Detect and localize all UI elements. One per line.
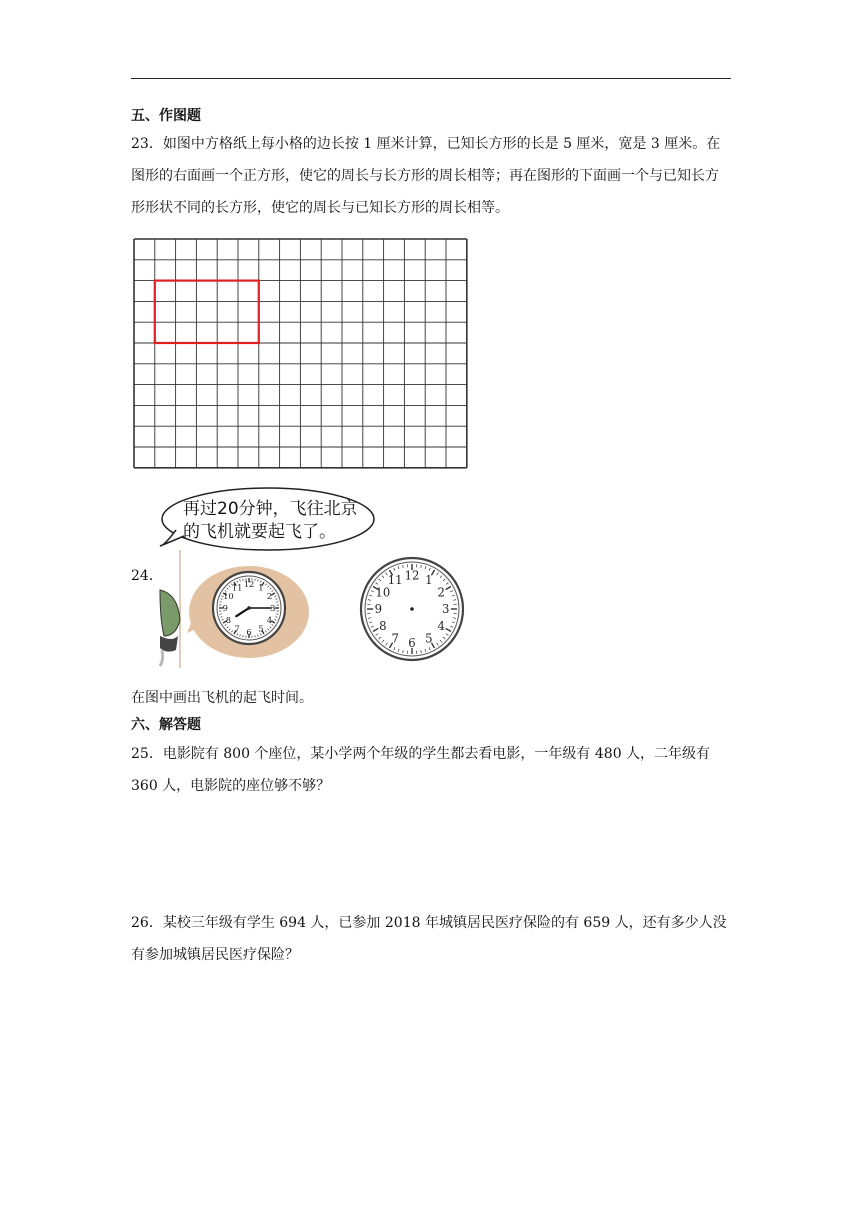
clock-number: 7: [391, 631, 399, 646]
clock-number: 3: [270, 603, 276, 614]
clock-number: 12: [404, 568, 420, 583]
question-25-text: 25．电影院有 800 个座位，某小学两个年级的学生都去看电影，一年级有 480 人，二年级有 360 人，电影院的座位够不够？: [131, 746, 711, 794]
clock-number: 8: [379, 619, 387, 634]
clock-center-dot: [247, 606, 251, 610]
speech-text-line-2: 的飞机就要起飞了。: [183, 522, 336, 542]
clock-number: 9: [222, 603, 228, 614]
clock-number: 12: [243, 579, 255, 590]
clock-number: 10: [223, 591, 234, 602]
given-rectangle: [155, 281, 259, 343]
clock-number: 3: [441, 602, 450, 617]
section-6-title: 六、解答题: [131, 717, 201, 733]
question-23-text: 23．如图中方格纸上每小格的边长按 1 厘米计算，已知长方形的长是 5 厘米，宽是 3 厘米。在图形的右面画一个正方形，使它的周长与长方形的周长相等；再在图形的下面画一个与已知长方形形状不同的长方形，使它的周长与已知长方形的周长相等。: [131, 136, 721, 216]
clock-number: 1: [258, 582, 264, 593]
header-rule: [131, 78, 731, 79]
question-26-text: 26．某校三年级有学生 694 人，已参加 2018 年城镇居民医疗保险的有 659 人，还有多少人没有参加城镇居民医疗保险？: [131, 915, 727, 963]
clock-number: 5: [425, 631, 433, 646]
clock-showing-time-icon: [211, 570, 287, 646]
speech-text-line-1: 再过20分钟，飞往北京: [183, 499, 358, 519]
clock-number: 8: [225, 614, 232, 625]
clock-number: 5: [258, 623, 264, 634]
clock-number: 7: [234, 623, 240, 634]
clock-number: 6: [408, 635, 416, 650]
clock-number: 11: [387, 573, 403, 588]
question-24-instruction: 在图中画出飞机的起飞时间。: [131, 690, 313, 706]
graph-paper-grid[interactable]: [133, 238, 470, 466]
clock-center-dot: [410, 607, 414, 611]
clock-number: 2: [437, 585, 445, 600]
clock-number: 10: [375, 585, 391, 600]
question-24-number: 24．: [131, 568, 163, 584]
section-5-title: 五、作图题: [131, 108, 201, 124]
clock-number: 9: [374, 602, 383, 617]
clock-number: 4: [266, 614, 273, 625]
clock-number: 4: [437, 619, 445, 634]
clock-number: 2: [266, 591, 273, 602]
clock-number: 11: [231, 582, 243, 593]
clock-number: 1: [425, 573, 433, 588]
clock-number: 6: [246, 626, 252, 637]
blank-clock-face-icon[interactable]: [359, 556, 465, 662]
